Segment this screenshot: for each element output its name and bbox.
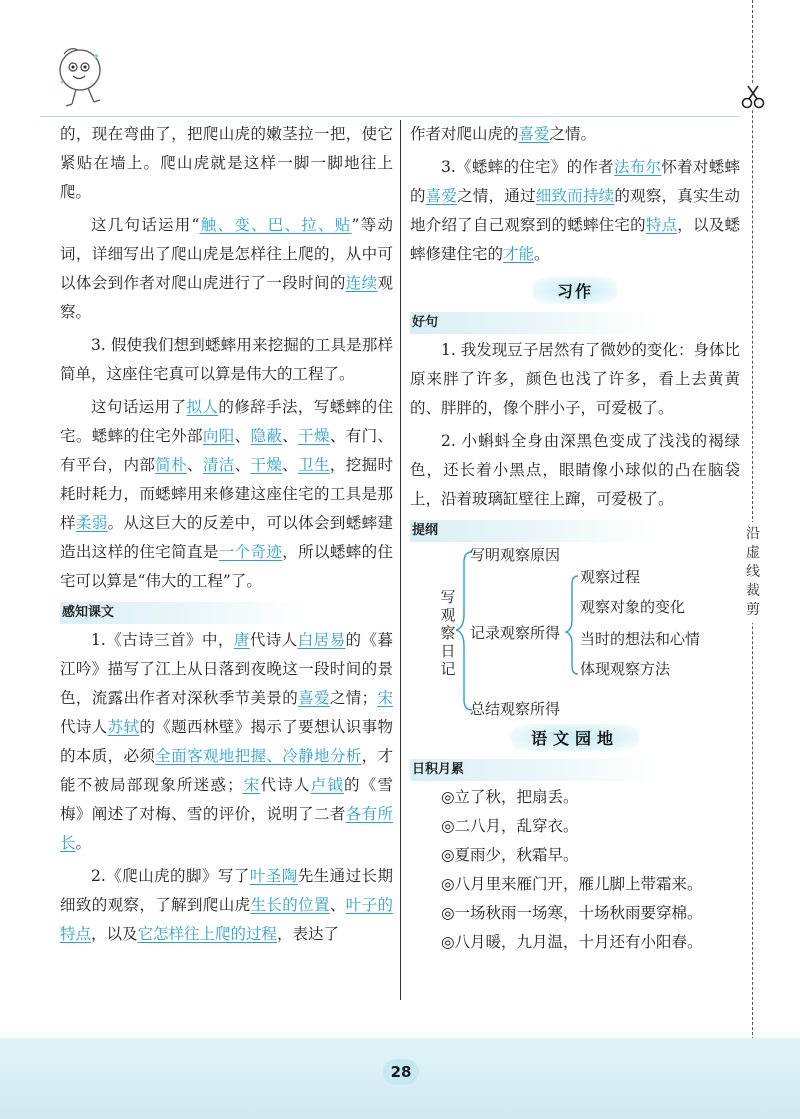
- outline-branch: 总结观察所得: [470, 700, 561, 718]
- outline-root: 写观察日记: [440, 588, 456, 678]
- page-number: 28: [383, 1059, 419, 1085]
- paragraph: 作者对爬山虎的喜爱之情。: [410, 125, 597, 143]
- subsection-title: 提纲: [410, 520, 740, 542]
- cut-line: [752, 0, 753, 1040]
- saying: ◎二八月，乱穿衣。: [441, 817, 579, 835]
- subsection-title: 好句: [410, 312, 740, 334]
- sample-sentence: 1. 我发现豆子居然有了微妙的变化：身体比原来胖了许多，颜色也浅了许多，看上去黄黄的、胖胖的，像个胖小子，可爱极了。: [410, 341, 740, 417]
- paragraph: 的，现在弯曲了，把爬山虎的嫩茎拉一把，使它紧贴在墙上。爬山虎就是这样一脚一脚地往上爬。: [60, 125, 393, 201]
- banner-title: 习作: [533, 277, 617, 304]
- section-title: 感知课文: [60, 602, 393, 624]
- banner-title: 语文园地: [511, 724, 639, 751]
- saying: ◎立了秋，把扇丢。: [441, 788, 579, 806]
- section-banner: [410, 277, 740, 304]
- right-column: [410, 120, 740, 957]
- subsection-title: 日积月累: [410, 759, 740, 781]
- paragraph: 1.《古诗三首》中，唐代诗人白居易的《暮江吟》描写了江上从日落到夜晚这一段时间的景色，流露出作者对深秋季节美景的喜爱之情；宋代诗人苏轼的《题西林壁》揭示了要想认识事物的本质，必须全面客观地把握、冷静地分析，才能不被局部现象所迷惑；宋代诗人卢钺的《雪梅》阐述了对梅、雪的评价，说明了二者各有所长。: [60, 631, 393, 852]
- moon-mascot-icon: [52, 42, 114, 114]
- header-rule: [40, 116, 740, 117]
- outline-branch: 记录观察所得: [470, 624, 561, 642]
- outline-leaf: 体现观察方法: [580, 660, 671, 678]
- outline-leaf: 观察对象的变化: [580, 598, 686, 616]
- paragraph: 这句话运用了拟人的修辞手法，写蟋蟀的住宅。蟋蟀的住宅外部向阳、隐蔽、干燥、有门、有平台，内部简朴、清洁、干燥、卫生，挖掘时耗时耗力，而蟋蟀用来修建这座住宅的工具是那样柔弱。从这巨大的反差中，可以体会到蟋蟀建造出这样的住宅简直是一个奇迹，所以蟋蟀的住宅可以算是“伟大的工程”了。: [60, 398, 393, 590]
- outline-branch: 写明观察原因: [470, 546, 561, 564]
- saying: ◎八月里来雁门开，雁儿脚上带霜来。: [441, 875, 703, 893]
- paragraph: 3.《蟋蟀的住宅》的作者法布尔怀着对蟋蟀的喜爱之情，通过细致而持续的观察，真实生动地介绍了自己观察到的蟋蟀住宅的特点，以及蟋蟀修建住宅的才能。: [410, 158, 740, 263]
- section-banner: [410, 724, 740, 751]
- paragraph: 这几句话运用“触、变、巴、拉、贴”等动词，详细写出了爬山虎是怎样往上爬的，从中可以体会到作者对爬山虎进行了一段时间的连续观察。: [60, 216, 393, 321]
- outline-leaf: 观察过程: [580, 568, 641, 586]
- saying: ◎八月暖，九月温，十月还有小阳春。: [441, 933, 703, 951]
- sample-sentence: 2. 小蝌蚪全身由深黑色变成了浅浅的褐绿色，还长着小黑点，眼睛像小球似的凸在脑袋上，沿着玻璃缸壁往上蹿，可爱极了。: [410, 432, 740, 508]
- paragraph: 2.《爬山虎的脚》写了叶圣陶先生通过长期细致的观察，了解到爬山虎生长的位置、叶子的特点，以及它怎样往上爬的过程，表达了: [60, 867, 393, 943]
- cut-label: 沿虚线裁剪: [744, 522, 762, 623]
- outline-leaf: 当时的想法和心情: [580, 630, 701, 648]
- scissors-icon: [738, 84, 768, 110]
- saying: ◎夏雨少，秋霜早。: [441, 846, 579, 864]
- quoted-sentence: 3. 假使我们想到蟋蟀用来挖掘的工具是那样简单，这座住宅真可以算是伟大的工程了。: [60, 336, 393, 383]
- outline-diagram: [410, 544, 740, 716]
- left-column: [60, 120, 393, 949]
- saying: ◎一场秋雨一场寒，十场秋雨要穿棉。: [441, 904, 703, 922]
- column-divider: [400, 120, 401, 1000]
